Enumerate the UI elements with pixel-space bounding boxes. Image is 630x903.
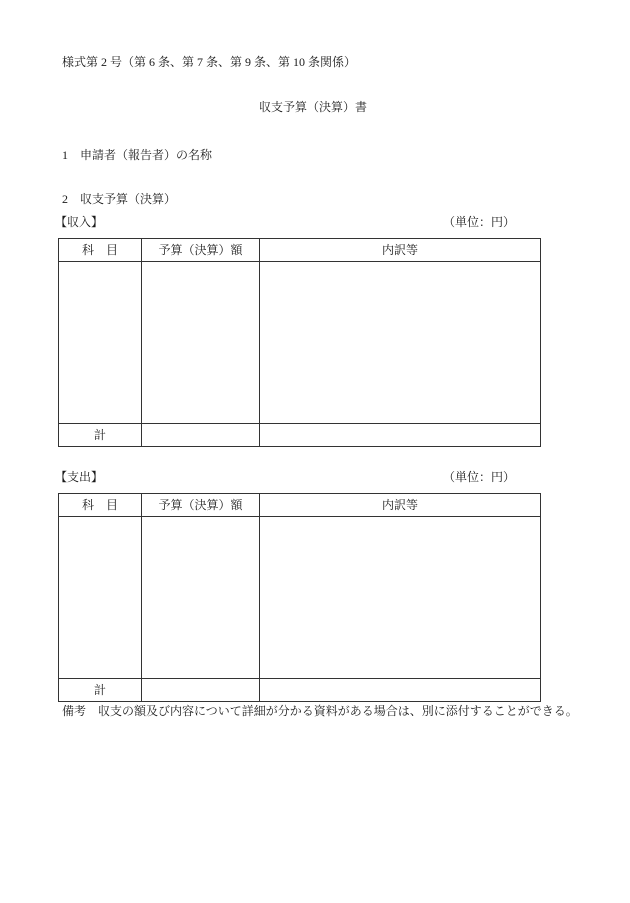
section-budget-heading: 2 収支予算（決算）: [62, 192, 177, 206]
expense-total-amount-cell: [142, 679, 260, 702]
income-total-amount-cell: [142, 424, 260, 447]
expense-col-item: 科 目: [59, 494, 142, 517]
income-total-breakdown-cell: [260, 424, 541, 447]
income-breakdown-cell: [260, 262, 541, 424]
expense-body-row: [59, 517, 541, 679]
income-col-breakdown: 内訳等: [260, 239, 541, 262]
income-body-row: [59, 262, 541, 424]
income-label: 【収入】: [55, 215, 104, 229]
remarks-note: 備考 収支の額及び内容について詳細が分かる資料がある場合は、別に添付することができる。: [62, 704, 578, 718]
form-number: 様式第 2 号（第 6 条、第 7 条、第 9 条、第 10 条関係）: [62, 55, 357, 69]
expense-col-amount: 予算（決算）額: [142, 494, 260, 517]
income-table: [58, 238, 541, 447]
income-total-label: 計: [59, 424, 142, 447]
expense-total-label: 計: [59, 679, 142, 702]
income-col-amount: 予算（決算）額: [142, 239, 260, 262]
expense-total-row: [59, 679, 541, 702]
section-applicant-name: 1 申請者（報告者）の名称: [62, 148, 213, 162]
income-amount-cell: [142, 262, 260, 424]
income-unit-label: （単位：円）: [443, 215, 516, 229]
expense-label: 【支出】: [55, 470, 104, 484]
expense-item-cell: [59, 517, 142, 679]
income-total-row: [59, 424, 541, 447]
expense-table: [58, 493, 541, 702]
expense-breakdown-cell: [260, 517, 541, 679]
expense-total-breakdown-cell: [260, 679, 541, 702]
expense-unit-label: （単位：円）: [443, 470, 516, 484]
expense-col-breakdown: 内訳等: [260, 494, 541, 517]
income-item-cell: [59, 262, 142, 424]
expense-amount-cell: [142, 517, 260, 679]
document-title: 収支予算（決算）書: [258, 100, 367, 114]
income-header-row: [59, 239, 541, 262]
income-col-item: 科 目: [59, 239, 142, 262]
expense-header-row: [59, 494, 541, 517]
